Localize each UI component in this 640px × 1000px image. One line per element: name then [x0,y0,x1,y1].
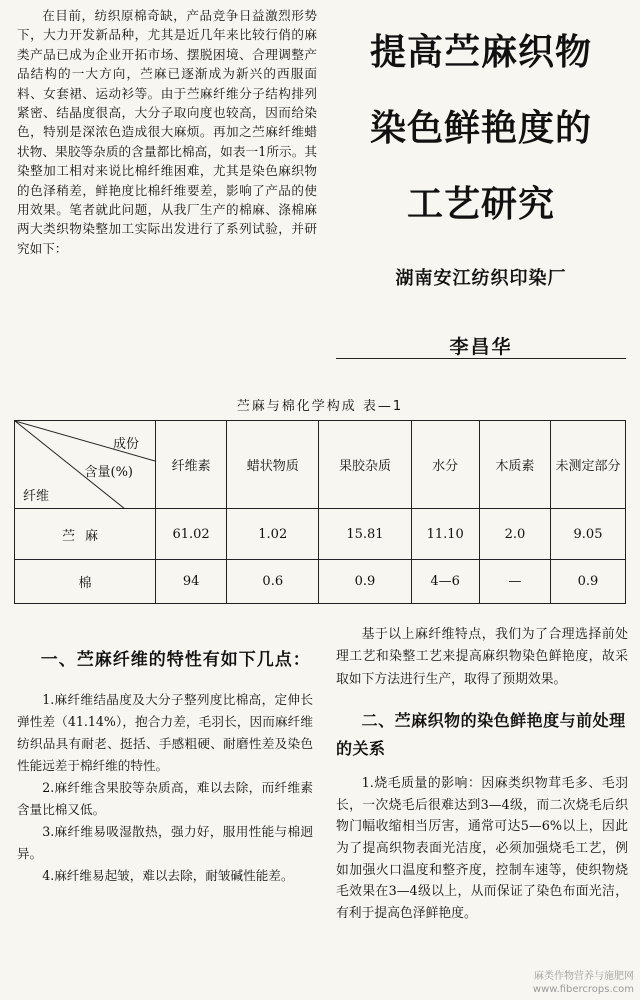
characteristics-list [17,689,313,887]
corner-component-label: 成份 [112,437,139,452]
organization: 湖南安江纺织印染厂 [395,268,567,289]
table-caption: 苎麻与棉化学构成 表—1 [236,399,404,414]
list-item: 4.麻纤维易起皱，难以去除，耐皱碱性能差。 [42,868,294,883]
table-cell: 9.05 [551,509,626,560]
table-cell: 1.02 [227,509,319,560]
composition-table [14,420,626,604]
watermark-line-2: www.fibercrops.com [532,984,634,995]
table-cell: — [479,560,550,604]
table-cell: 0.6 [227,560,319,604]
column-header: 蜡状物质 [227,421,319,509]
title-block [336,14,626,359]
column-header: 未测定部分 [551,421,626,509]
table-cell: 11.10 [411,509,479,560]
table-cell: 0.9 [551,560,626,604]
divider-rule [336,358,626,359]
table-cell: 0.9 [319,560,411,604]
watermark-line-1: 麻类作物营养与施肥网 [534,971,634,982]
table-row [15,560,626,604]
list-item: 3.麻纤维易吸湿散热，强力好，服用性能与棉迥异。 [17,824,313,861]
article-title-line-1: 提高苎麻织物 [369,31,592,73]
table-cell: 15.81 [319,509,411,560]
corner-fiber-label: 纤维 [23,489,50,504]
section-2-body: 1.烧毛质量的影响：因麻类织物茸毛多、毛羽长，一次烧毛后很难达到3—4级，而二次烧毛后织物门幅收缩相当厉害，通常可达5—6%以上，因此为了提高织物表面光洁度，必须加强烧毛工艺，例如加强火口温度和整齐度，控制车速等，使织物烧毛效果在3—4级以上，从而保证了染色布面光洁，有利于提高色泽鲜艳度。 [336,776,628,921]
section-2-intro: 基于以上麻纤维特点，我们为了合理选择前处理工艺和染整工艺来提高麻织物染色鲜艳度，故采取如下方法进行生产，取得了预期效果。 [336,627,628,687]
article-title-line-2: 染色鲜艳度的 [369,107,592,149]
column-header: 水分 [411,421,479,509]
site-watermark [494,970,634,996]
corner-content-label: 含量(%) [84,465,133,480]
column-header: 木质素 [479,421,550,509]
table-row [15,509,626,560]
table-cell: 61.02 [156,509,227,560]
row-fiber-name: 棉 [15,560,156,604]
section-1-heading: 一、苎麻纤维的特性有如下几点： [40,650,311,670]
table-cell: 2.0 [479,509,550,560]
author: 李昌华 [449,336,513,358]
column-header: 果胶杂质 [319,421,411,509]
section-1-column [17,645,313,887]
table-header-row [15,421,626,509]
list-item: 2.麻纤维含果胶等杂质高，难以去除，而纤维素含量比棉又低。 [17,780,313,817]
section-2-column [336,624,628,924]
intro-column [17,6,317,258]
intro-paragraph: 在目前，纺织原棉奇缺，产品竞争日益激烈形势下，大力开发新品种，尤其是近几年来比较行俏的麻类产品已成为企业开拓市场、摆脱困境、合理调整产品结构的一大方向，苎麻已逐渐成为新兴的西服面料、女套裙、运动衫等。由于苎麻纤维分子结构排列紧密、结晶度很高，大分子取向度也较高，因而给染色，特别是深浓色造成很大麻烦。再加之苎麻纤维蜡状物、果胶等杂质的含量都比棉高，如表一1所示。其染整加工相对来说比棉纤维困难，尤其是染色麻织物的色泽稍差，鲜艳度比棉纤维要差，影响了产品的使用效果。笔者就此问题，从我厂生产的棉麻、涤棉麻两大类织物染整加工实际出发进行了系列试验，并研究如下： [17,8,317,256]
list-item: 1.麻纤维结晶度及大分子整列度比棉高，定伸长弹性差（41.14%），抱合力差，毛羽长，因而麻纤维纺织品具有耐老、挺括、手感粗硬、耐磨性差及染色性能远差于棉纤维的特性。 [17,692,313,773]
article-title-line-3: 工艺研究 [406,183,555,225]
table-cell: 94 [156,560,227,604]
section-2-heading: 二、苎麻织物的染色鲜艳度与前处理的关系 [336,711,626,759]
column-header: 纤维素 [156,421,227,509]
row-fiber-name: 苎麻 [15,509,156,560]
table-cell: 4—6 [411,560,479,604]
table-corner-cell [15,421,156,509]
